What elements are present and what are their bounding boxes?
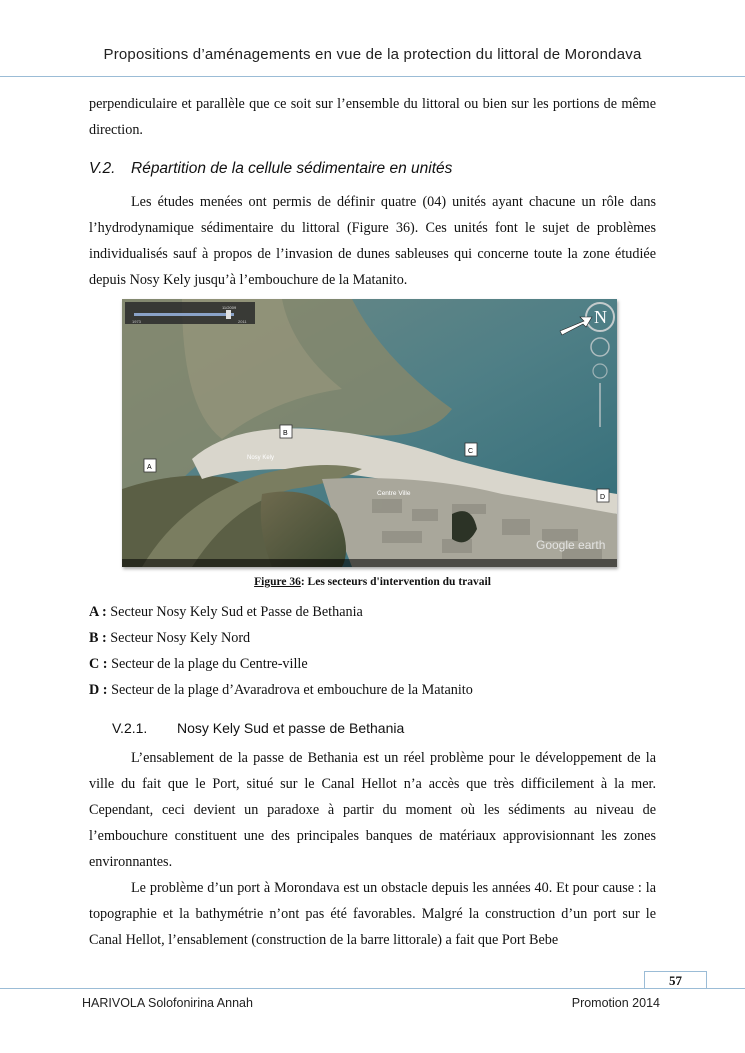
running-header: Propositions d’aménagements en vue de la protection du littoral de Morondava (103, 46, 642, 63)
subsection-heading (112, 720, 404, 736)
legend-key: D : (89, 682, 108, 698)
legend-item (89, 682, 473, 699)
legend-key: B : (89, 630, 107, 646)
section-heading (89, 160, 452, 178)
paragraph-continuation: perpendiculaire et parallèle que ce soit sur l’ensemble du littoral ou bien sur les portions de même direction. (89, 96, 656, 138)
north-indicator: N (594, 307, 607, 327)
map-label-a: A (147, 464, 152, 471)
section-title: Répartition de la cellule sédimentaire en unités (131, 160, 453, 177)
timeline-current: 11/2009 (222, 305, 237, 310)
paragraph-units: Les études menées ont permis de définir quatre (04) unités ayant chacune un rôle dans l’hydrodynamique sédimentaire du littoral (Figure 36). Ces unités font le sujet de problèmes individualisés sauf à propos de l’invasion de dunes sableuses qui concerne toute la zone étudiée depuis Nosy Kely jusqu’à l’embouchure de la Matanito. (89, 194, 656, 288)
legend-key: C : (89, 656, 108, 672)
legend-key: A : (89, 604, 107, 620)
paragraph-bethania: L’ensablement de la passe de Bethania est un réel problème pour le développement de la ville du fait que le Port, situé sur le Canal Hellot n’a accès que très difficilement à la mer. Cependant, ceci devient un paradoxe à partir du moment où les sédiments au niveau de l’embouchure constituent une des principales banques de matériaux approvisionnant les zones environnantes. (89, 750, 656, 870)
page-number: 57 (644, 971, 707, 989)
footer-promotion: Promotion 2014 (571, 996, 660, 1010)
footer-divider (0, 988, 745, 989)
timeline-end: 2011 (238, 319, 247, 324)
figure-caption (0, 576, 745, 588)
timeline-slider-track[interactable] (134, 313, 234, 316)
figure-caption-label: Figure 36 (254, 576, 301, 588)
paragraph-port: Le problème d’un port à Morondava est un obstacle depuis les années 40. Et pour cause : la topographie et la bathymétrie n’ont pas été favorables. Malgré la construction d’un port sur le Canal Hellot, l’ensablement (construction de la barre littorale) a fait que Port Bebe (89, 880, 656, 948)
google-earth-watermark: Google earth (536, 538, 606, 552)
map-label-c: C (468, 448, 474, 455)
legend-item (89, 656, 308, 673)
place-nosy-kely: Nosy Kely (247, 455, 275, 461)
legend-item (89, 630, 250, 647)
subsection-number: V.2.1. (112, 720, 148, 736)
footer-author: HARIVOLA Solofonirina Annah (82, 996, 253, 1010)
subsection-title: Nosy Kely Sud et passe de Bethania (177, 720, 405, 736)
section-number: V.2. (89, 160, 116, 177)
timeline-start: 1973 (132, 319, 141, 324)
legend-text: Secteur Nosy Kely Sud et Passe de Bethania (110, 604, 363, 620)
legend-text: Secteur Nosy Kely Nord (110, 630, 251, 646)
map-label-d: D (600, 494, 606, 501)
map-label-b: B (283, 430, 288, 437)
legend-text: Secteur de la plage du Centre-ville (111, 656, 308, 672)
timeline-slider-handle[interactable] (226, 310, 231, 319)
figure-satellite-map (122, 299, 617, 567)
place-centre-ville: Centre Ville (377, 490, 411, 497)
figure-caption-text: : Les secteurs d'intervention du travail (300, 576, 491, 588)
header-divider (0, 76, 745, 77)
status-bar (122, 559, 617, 567)
legend-text: Secteur de la plage d’Avaradrova et embouchure de la Matanito (111, 682, 473, 698)
legend-item (89, 604, 363, 621)
